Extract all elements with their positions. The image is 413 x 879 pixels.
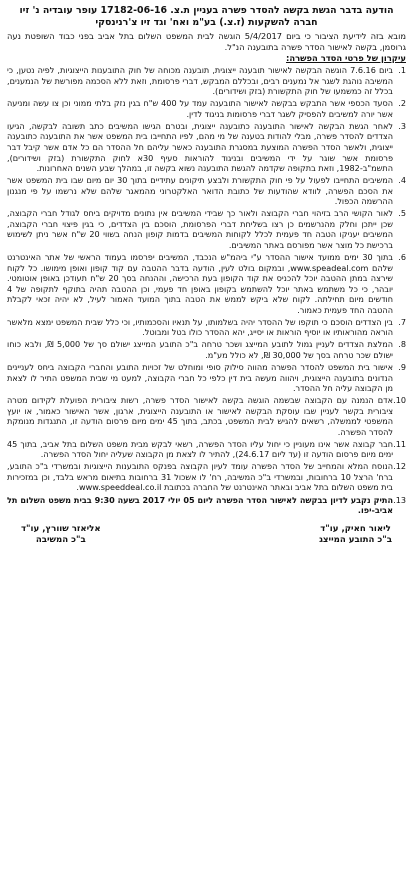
clause-text: לאור הקושי הרב בזיהוי חברי הקבוצה ולאור כך שבידי המשיבים אין נתונים מדויקים ביחס לגודל חברי הקבוצה, שכן ייתכן וחלק מהנרשמים כן רצו בשליחת דברי הפרסומת, הוסכם בין הצדדים, כי בגין פיצוי חברי הקבוצה, המשיבים יעניקו הטבה חד פעמית לכלל לקוחות המשיבים בדמות קופון הנחה בשווי 20 ש"ח אשר ניתן לשימוש ברכישת כל מוצר אשר מפורסם באתר המשיבים. — [7, 208, 394, 250]
plaintiff-counsel-role: ב"כ התובע המייצג — [319, 534, 392, 545]
clause-number: 11. — [393, 438, 406, 449]
clause-number: 9. — [398, 361, 406, 372]
respondent-counsel-role: ב"כ המשיבה — [35, 534, 86, 545]
clause-text: בתוך 30 ימים ממועד אישור ההסדר ע"י ביהמ"ש הנכבד, המשיבים יפרסמו בעמוד הראשי של אתר האינטרנט שלהם www.speadeal.com, ובמקום בולט לעין, הודעה בדבר ההטבה עם קוד קופון ואופן מימושו. כל לקוח שירצה במתן ההטבה יוכל להכניס את קוד הקופון בעת הרכישה, וההנחה בסך 20 ש"ח תעודכן באופן אוטומטי. יובהר, כי כל משתמש באתר יוכל להשתמש בקופון באופן חד פעמי, וכן ההטבה תהיה בתוקף לתקופה של 4 חודשים מיום תחילתה. לקוח שלא ביקש לממש את הטבה בתוך המועד האמור לעיל, לא יהיה זכאי לקבלת ההטבה החד פעמית כאמור. — [7, 251, 393, 315]
clause-item — [7, 362, 406, 394]
clause-item — [7, 208, 406, 250]
plaintiff-counsel-name: ליאור חאיק, עו"ד — [320, 523, 391, 534]
respondent-counsel-name: אליאזר שוורץ, עו"ד — [21, 523, 101, 534]
clause-number: 5. — [398, 208, 406, 219]
clause-number: 12. — [393, 461, 406, 472]
clause-text: הסעד הכספי אשר התבקש בבקשה לאישור התובענה עמד על 400 ש"ח בגין נזק בלתי ממוני וכן צו עשה ומניעה אשר יורה למשיבים להפסיק לשגר דברי פרסומות בניגוד לדין. — [7, 98, 393, 119]
clause-item — [7, 395, 406, 437]
clause-item — [7, 439, 406, 460]
clause-item — [7, 317, 406, 338]
clause-item — [7, 121, 406, 174]
settlement-clauses-list — [7, 65, 406, 515]
clause-text: המלצת הצדדים לעניין גמול לתובע המייצג ושכר טרחה ב"כ התובע המייצג ישולם סך של 5,000 ₪, ולבא כוחו ישולם שכר טרחה בסך של 30,000 ₪, לא כולל מע"מ. — [7, 339, 393, 360]
clause-number: 2. — [398, 98, 406, 109]
clause-text: אישור בית המשפט להסדר הפשרה מהווה סילוק סופי ומוחלט של זכויות התובע והחברי הקבוצה ביחס לעניינים הנדונים בתובענה הייצוגית, ויהווה מעשה בית דין כלפי כל חברי הקבוצה, למעט מי שבית המשפט התיר לו לצאת מן הקבוצה עליה חל ההסדר. — [7, 361, 393, 394]
respondent-counsel-signature — [21, 524, 101, 546]
notice-title: הודעה בדבר הגשת בקשה להסדר פשרה בעניין ת.צ. 17182-06-16 עופר עובדיה נ' זיו חברה להשקעות (ז.צ.) בע"מ ואח' וגד זיו צ'רנינסקי — [19, 5, 394, 28]
clause-text: חבר קבוצה אשר אינו מעוניין כי יחול עליו הסדר הפשרה, רשאי לבקש מבית משפט השלום בתל אביב, בתוך 45 ימים מיום פרסום הודעה זו (עד ליום 24.6.17), להתיר לו לצאת מן הקבוצה שעליה יחול הסדר הפשרה. — [7, 438, 393, 460]
clause-number: 13. — [393, 494, 406, 505]
clause-item — [7, 252, 406, 315]
clause-text: אדם הנמנה עם הקבוצה שבשמה הוגשה בקשה לאישור הסדר פשרה, רשות ציבורית הפועלת לקידום מטרה ציבורית בקשר לעניין שבו עוסקת הבקשה לאישור או התובענה הייצוגית, ארגון, אשר האישור כאמור, או יועץ המשפטי לממשלה, רשאים להגיש לבית המשפט, בכתב, בתוך 45 ימים מיום פרסום הודעה זו, התנגדות מנומקת להסדר הפשרה. — [7, 395, 393, 437]
clause-item — [7, 175, 406, 207]
clause-text: המשיבים התחייבו לפעול על פי חוק התקשורת ולבצע תיקונים עתידיים בתוך 30 יום מיום שבו בית המשפט אשר את הסכם הפשרה, לוודא שהודעות של כתובת הדואר האלקטרוני מהמאגר שלהם שלא נרשמו על פי מנגנון ההרשמה הכפול. — [7, 175, 393, 207]
clause-text: התיק נקבע לדיון בבקשה לאישור הסדר הפשרה ליום 05 יולי 2017 בשעה 9:30 בבית משפט השלום תל אביב-יפו. — [7, 494, 394, 516]
clause-item — [7, 461, 406, 493]
clause-number: 1. — [398, 65, 406, 76]
clause-item — [7, 65, 406, 97]
notice-intro: מובא בזה לידיעת הציבור כי ביום 5/4/2017 הוגשה לבית המשפט השלום בתל אביב בפני כבוד השופטת נעה גרוסמן, בקשה לאישור הסדר פשרה בתובענה הנ"ל. — [7, 31, 406, 52]
clause-number: 6. — [398, 251, 406, 262]
clause-item — [7, 495, 406, 516]
signatures-block — [7, 524, 406, 546]
clause-number: 4. — [398, 175, 406, 186]
clause-text: ביום 7.6.16 הוגשה הבקשה לאישור תובענה ייצוגית, תובענה מכוחה של חוק התובענות הייצוגיות, לפיה נטען, כי המשיבה נוהגת לשגר אל נמענים רבים, ובכללם המבקש, דברי פרסומת, וזאת ללא הסכמה מפורשת של הנמענים, בכלל זה כמשמעו של חוק התקשורת (בזק ושידורים). — [7, 65, 394, 97]
clause-text: לאחר הגשת הבקשה לאישור התובענה כתובענה ייצוגית, ובטרם הגישו המשיבים כתב תשובה לבקשה, הגיעו הצדדים להסדר פשרה, מבלי להודות בטענה של מי מהם, לפיו התחייבו בית המשפט אשר את התובענה כתובענה ייצוגית, ולאשר הסדר הפשרה המוצעת במסגרת התובענה כאשר עליהם חל ההסדר הם כל אדם אשר קיבל דבר פרסומת אשר שוגר על ידי המשיבים ובניגוד להוראות סעיף 30א לחוק התקשורת (בזק ושידורים), התשמ"ב-1982, וזאת בתקופה שקדמה להגשת התובענה נשוא בקשה זו, במהלך שבע השנים האחרונות. — [7, 120, 393, 174]
clause-item — [7, 339, 406, 360]
clause-number: 3. — [398, 120, 406, 131]
plaintiff-counsel-signature — [319, 524, 392, 546]
clause-item — [7, 98, 406, 119]
clause-number: 7. — [398, 316, 406, 327]
settlement-summary-heading: עיקרון של פרטי הסדר הפשרה: — [286, 53, 406, 64]
clause-number: 10. — [393, 395, 406, 406]
clause-text: בין הצדדים הוסכם כי תוקפו של ההסדר יהיה בשלמותו, על תנאיו והסכמותיו, וכי כלל שבית המשפט ימצא מלאשר הוראה מהוראותיו או יוסיף הוראות או יסייג, יהא ההסדר כולו בטל ומבוטל. — [7, 316, 393, 338]
clause-text: הנוסח המלא והמחייב של הסדר הפשרה עומד לעיון הקבוצה בפנקס התובענות הייצוגיות ובמשרדי ב"כ התובע, ברח' הרצל 10 ברחובות, ובמשרדי ב"כ המשיבה, רח' לו אשכול 31 ברחובות בתיאום מראש בלבד, וכן במזכירות בית משפט השלום בתל אביב ובאתר האינטרנט של החברה בכתובת www.speeddeal.co.il. — [7, 461, 393, 493]
clause-number: 8. — [398, 339, 406, 350]
